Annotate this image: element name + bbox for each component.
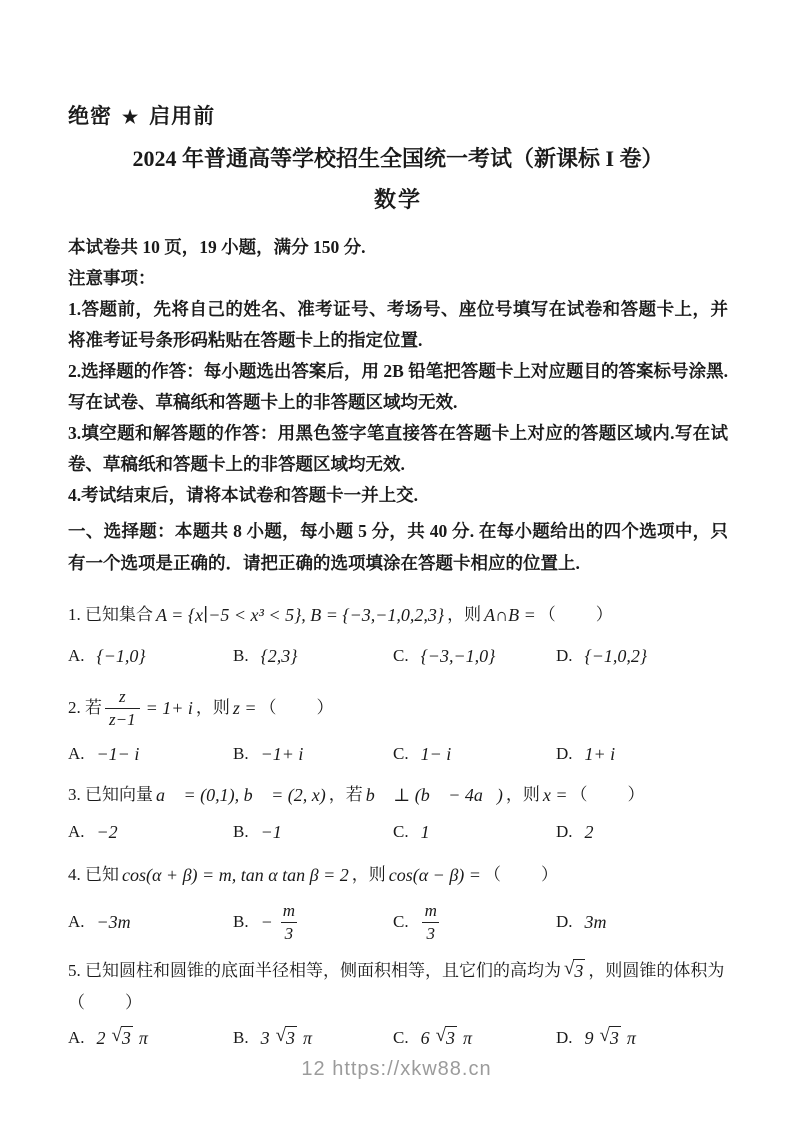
option-value: −1: [260, 822, 282, 842]
option-b: [233, 738, 393, 770]
question-number: 5.: [68, 961, 81, 980]
question-text: ，若: [328, 785, 363, 804]
question-4-options: [68, 896, 728, 948]
pi-symbol: π: [626, 1028, 636, 1048]
option-label: D.: [556, 744, 573, 763]
option-b: [233, 640, 393, 672]
question-number: 1.: [68, 605, 81, 624]
question-1-options: [68, 640, 728, 672]
question-2: [68, 681, 728, 770]
radical-sign: √: [599, 1025, 610, 1047]
section-1-header: 一、选择题：本题共 8 小题，每小题 5 分，共 40 分. 在每小题给出的四个选项中，只有一个选项是正确的．请把正确的选项填涂在答题卡相应的位置上.: [68, 521, 728, 573]
option-c: [393, 901, 556, 943]
answer-blank: （ ）: [570, 785, 647, 804]
option-b: [233, 816, 393, 848]
page-content: [68, 0, 728, 1054]
option-d: [556, 640, 728, 672]
answer-blank: （ ）: [483, 865, 560, 884]
math-expression: = 1+ i: [145, 698, 193, 718]
question-3-options: [68, 816, 728, 848]
option-label: A.: [68, 744, 85, 763]
option-value: {−1,0,2}: [584, 646, 648, 666]
minus-sign: −: [260, 912, 273, 932]
option-c: [393, 816, 556, 848]
fraction-denominator: z−1: [105, 708, 140, 730]
option-d: [556, 738, 728, 770]
question-5-options: [68, 1022, 728, 1054]
option-label: A.: [68, 912, 85, 931]
radicand: 3: [285, 1028, 295, 1049]
question-5: [68, 955, 728, 1054]
option-label: B.: [233, 744, 249, 763]
question-text: ，则: [505, 785, 540, 804]
option-label: D.: [556, 1028, 573, 1047]
option-label: B.: [233, 1028, 249, 1047]
fraction: [276, 901, 302, 943]
notice-title: 注意事项：: [68, 268, 156, 288]
pre-use-label: 启用前: [149, 104, 216, 128]
question-text: ，则: [447, 605, 482, 624]
question-3: [68, 777, 728, 848]
paper-summary: 本试卷共 10 页，19 小题，满分 150 分.: [68, 237, 366, 257]
radicand: 3: [574, 961, 584, 982]
question-number: 4.: [68, 865, 81, 884]
question-text: ，则: [195, 698, 230, 717]
question-5-stem: [68, 955, 728, 1019]
question-4-stem: [68, 857, 728, 893]
answer-blank: （ ）: [68, 993, 144, 1012]
option-label: C.: [393, 744, 409, 763]
option-label: D.: [556, 822, 573, 841]
option-value: {−3,−1,0}: [420, 646, 496, 666]
coefficient: 9: [584, 1028, 594, 1048]
notice-item-4: 4.考试结束后，请将本试卷和答题卡一并上交.: [68, 485, 418, 505]
sqrt-expression: [597, 1026, 624, 1050]
option-label: C.: [393, 1028, 409, 1047]
fraction-numerator: m: [282, 900, 296, 920]
question-3-stem: [68, 777, 728, 813]
classification-label: 绝密: [68, 104, 112, 128]
question-text: 已知向量: [85, 785, 153, 804]
math-expression: a⃗ = (0,1), b⃗ = (2, x): [156, 785, 326, 805]
option-value: 3m: [584, 912, 607, 932]
radical-sign: √: [564, 958, 575, 980]
coefficient: 6: [420, 1028, 430, 1048]
sqrt-expression: [561, 959, 588, 983]
option-d: [556, 1022, 728, 1054]
question-2-options: [68, 738, 728, 770]
sqrt-expression: [273, 1026, 300, 1050]
question-text: 若: [85, 698, 102, 717]
radical-sign: √: [435, 1025, 446, 1047]
fraction-numerator: m: [424, 900, 437, 920]
pi-symbol: π: [138, 1028, 148, 1048]
math-expression: x =: [542, 785, 568, 805]
option-value: 1: [420, 822, 430, 842]
option-d: [556, 816, 728, 848]
option-label: A.: [68, 646, 85, 665]
option-value: 1− i: [420, 744, 452, 764]
question-1-stem: [68, 593, 728, 637]
radical-sign: √: [111, 1025, 122, 1047]
option-value: {−1,0}: [96, 646, 146, 666]
option-label: D.: [556, 646, 573, 665]
notice-item-1: 1.答题前，先将自己的姓名、准考证号、考场号、座位号填写在试卷和答题卡上，并将准考证号条形码粘贴在答题卡上的指定位置.: [68, 299, 728, 350]
option-value: −3m: [96, 912, 131, 932]
question-1: [68, 593, 728, 672]
star-icon: ★: [122, 107, 140, 127]
answer-blank: （ ）: [538, 605, 615, 624]
radicand: 3: [121, 1028, 131, 1049]
option-a: [68, 640, 233, 672]
footer-link[interactable]: 12 https://xkw88.cn: [301, 1058, 492, 1080]
math-expression: b⃗ ⊥ (b⃗ − 4a⃗): [365, 785, 503, 805]
question-2-stem: [68, 681, 728, 735]
option-label: B.: [233, 646, 249, 665]
option-label: B.: [233, 912, 249, 931]
option-b: [233, 1022, 393, 1054]
coefficient: 3: [260, 1028, 270, 1048]
answer-blank: （ ）: [259, 698, 336, 717]
option-value: 2: [584, 822, 594, 842]
pi-symbol: π: [462, 1028, 472, 1048]
notice-item-2: 2.选择题的作答：每小题选出答案后，用 2B 铅笔把答题卡上对应题目的答案标号涂黑.写在试卷、草稿纸和答题卡上的非答题区域均无效.: [68, 361, 728, 412]
option-d: [556, 906, 728, 938]
question-text: 已知集合: [85, 605, 153, 624]
exam-title: 2024 年普通高等学校招生全国统一考试（新课标 I 卷）: [132, 146, 664, 171]
notice-item-3: 3.填空题和解答题的作答：用黑色签字笔直接答在答题卡上对应的答题区域内.写在试卷、草稿纸和答题卡上的非答题区域均无效.: [68, 423, 728, 474]
option-value: 1+ i: [584, 744, 616, 764]
fraction-numerator: z: [118, 686, 126, 706]
question-4: [68, 857, 728, 948]
option-value: −2: [96, 822, 118, 842]
radical-sign: √: [275, 1025, 286, 1047]
sqrt-expression: [433, 1026, 460, 1050]
option-value: −1+ i: [260, 744, 304, 764]
question-text: 已知圆柱和圆锥的底面半径相等，侧面积相等，且它们的高均为: [85, 961, 561, 980]
radicand: 3: [445, 1028, 455, 1049]
question-text: ，则: [351, 865, 386, 884]
option-label: C.: [393, 822, 409, 841]
option-label: B.: [233, 822, 249, 841]
math-expression: z =: [232, 698, 257, 718]
option-label: A.: [68, 822, 85, 841]
math-expression: A = {x∣−5 < x³ < 5}, B = {−3,−1,0,2,3}: [156, 605, 445, 625]
question-text: 已知: [85, 865, 119, 884]
option-label: A.: [68, 1028, 85, 1047]
question-text: ，则圆锥的体积为: [588, 961, 725, 980]
option-a: [68, 738, 233, 770]
radicand: 3: [609, 1028, 619, 1049]
page-footer: [0, 1058, 793, 1081]
option-a: [68, 1022, 233, 1054]
fraction-denominator: 3: [422, 922, 439, 944]
question-number: 3.: [68, 785, 81, 804]
option-c: [393, 1022, 556, 1054]
option-label: D.: [556, 912, 573, 931]
math-expression: A∩B =: [484, 605, 536, 625]
fraction: [102, 687, 143, 729]
subject-title: 数学: [373, 187, 422, 212]
pi-symbol: π: [302, 1028, 312, 1048]
option-label: C.: [393, 912, 409, 931]
option-b: [233, 901, 393, 943]
option-a: [68, 906, 233, 938]
fraction-denominator: 3: [281, 922, 298, 944]
sqrt-expression: [109, 1026, 136, 1050]
option-c: [393, 738, 556, 770]
option-c: [393, 640, 556, 672]
question-number: 2.: [68, 698, 81, 717]
fraction: [418, 901, 444, 943]
classification-line: [68, 0, 728, 132]
option-value: {2,3}: [260, 646, 298, 666]
option-value: −1− i: [96, 744, 140, 764]
option-label: C.: [393, 646, 409, 665]
math-expression: cos(α + β) = m, tan α tan β = 2: [122, 865, 349, 885]
math-expression: cos(α − β) =: [388, 865, 481, 885]
coefficient: 2: [96, 1028, 106, 1048]
option-a: [68, 816, 233, 848]
